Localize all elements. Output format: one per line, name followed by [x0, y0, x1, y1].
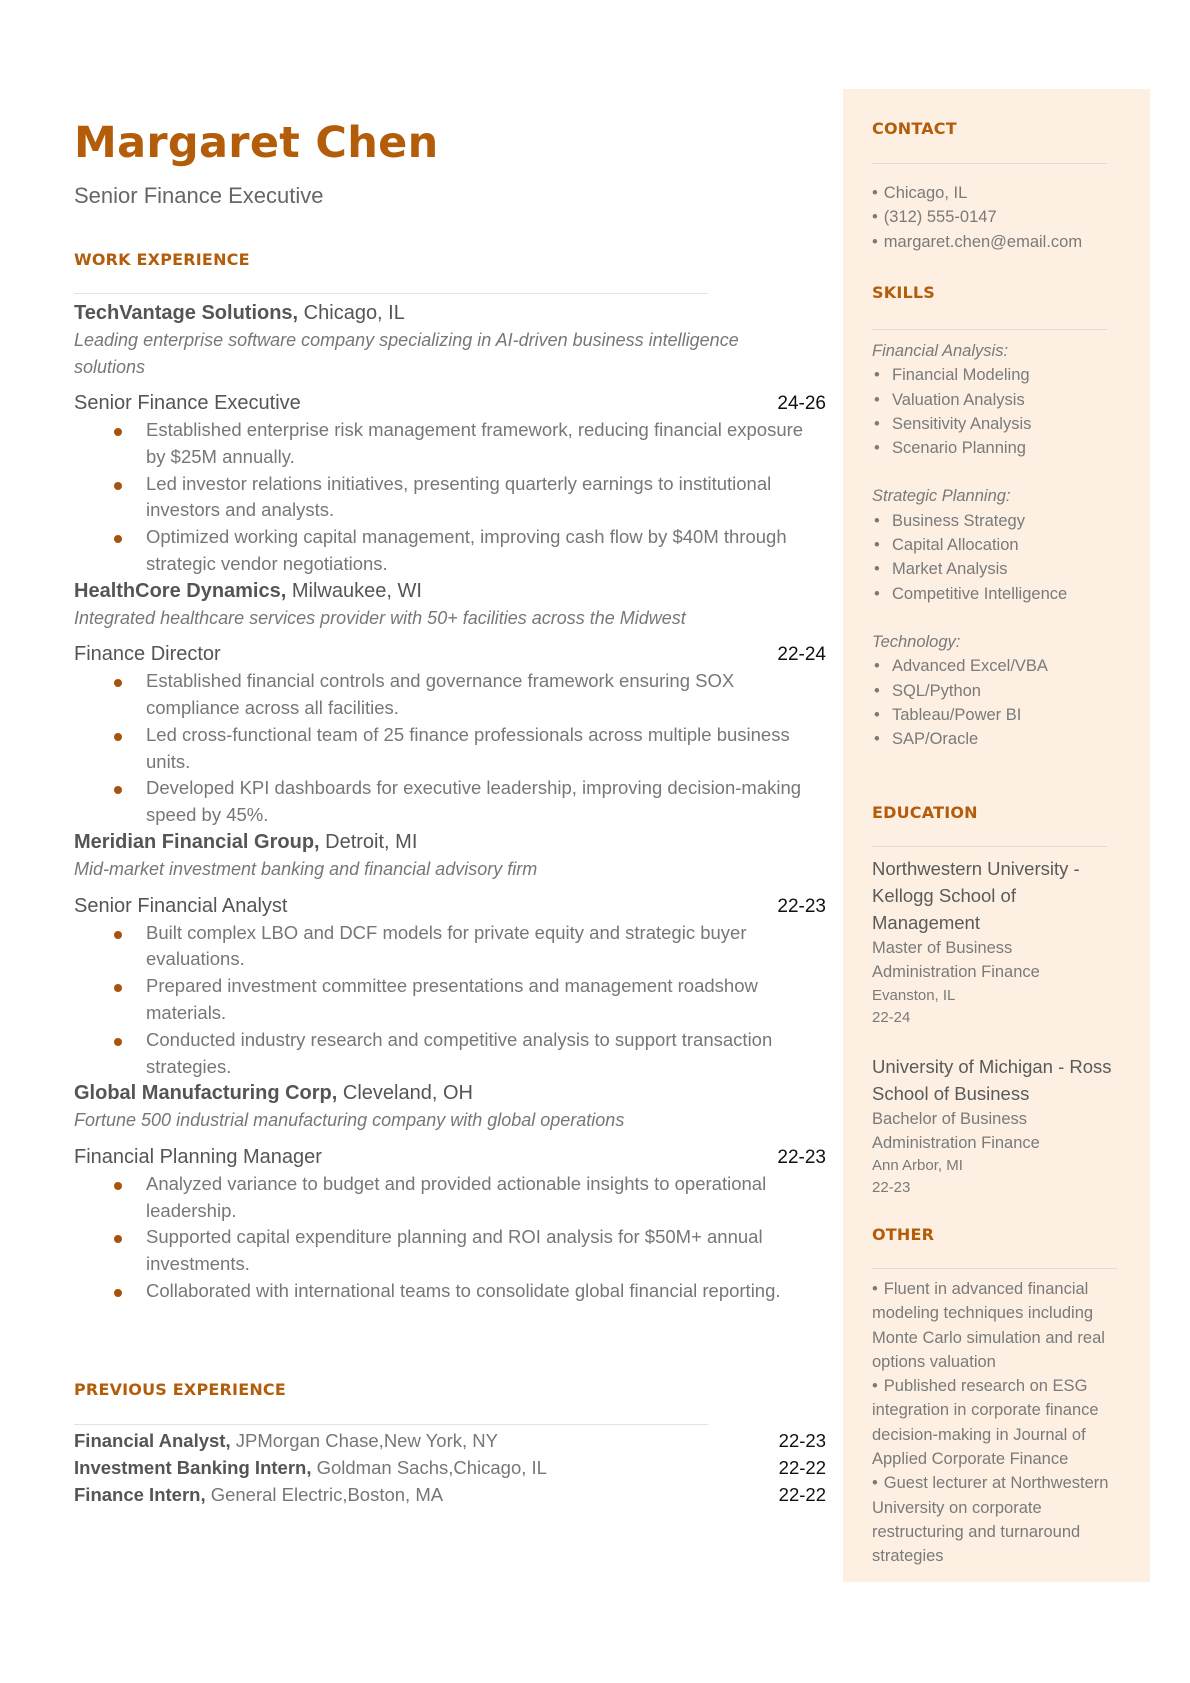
bullet-icon: •: [874, 511, 880, 530]
bullet-icon: •: [872, 1474, 878, 1493]
other-text: Guest lecturer at Northwestern University on corporate restructuring and turnaround strategies: [872, 1474, 1109, 1566]
skill-item: [872, 557, 1122, 581]
previous-experience-list: [74, 1427, 826, 1508]
education-list: [872, 855, 1112, 1199]
education-dates: 22-24: [872, 1008, 911, 1026]
skill-text: Sensitivity Analysis: [892, 414, 1032, 433]
skill-text: SQL/Python: [892, 681, 981, 700]
bullet-icon: •: [874, 705, 880, 724]
skill-group: [872, 484, 1122, 605]
candidate-title: Senior Finance Executive: [74, 183, 324, 208]
contact-text: Chicago, IL: [883, 184, 968, 202]
other-heading: OTHER: [872, 1225, 935, 1244]
bullet-icon: •: [872, 232, 878, 251]
sidebar: [843, 89, 1150, 1582]
skill-item: [872, 509, 1122, 533]
role-row: [74, 1144, 826, 1171]
education-location: Ann Arbor, MI: [872, 1157, 963, 1175]
bullet-text: Established financial controls and governance framework ensuring SOX compliance across all facilities.: [146, 670, 735, 719]
education-school: University of Michigan - Ross School of Business: [872, 1055, 1112, 1104]
contact-location: [872, 181, 1122, 205]
previous-experience-item: [74, 1454, 826, 1481]
previous-experience-item: [74, 1481, 826, 1508]
skill-text: Valuation Analysis: [892, 390, 1025, 409]
education-degree: Bachelor of Business Administration Finance: [872, 1109, 1040, 1152]
bullet-dot-icon: [114, 1182, 122, 1190]
skill-item: [872, 436, 1122, 460]
bullet-text: Analyzed variance to budget and provided actionable insights to operational leadership.: [146, 1172, 767, 1221]
bullet-icon: •: [872, 1377, 878, 1396]
contact-heading: CONTACT: [872, 119, 957, 138]
skill-text: Capital Allocation: [892, 536, 1019, 555]
job-bullet: [74, 471, 826, 525]
skill-text: Tableau/Power BI: [892, 705, 1022, 724]
other-item: [872, 1374, 1117, 1471]
bullet-dot-icon: [114, 1235, 122, 1243]
previous-employer: JPMorgan Chase,New York, NY: [230, 1430, 498, 1451]
company-line: [74, 578, 826, 605]
bullet-dot-icon: [114, 1038, 122, 1046]
bullet-icon: •: [874, 584, 880, 603]
company-description: Leading enterprise software company specializing in AI-driven business intelligence solutions: [74, 330, 739, 377]
skill-text: Advanced Excel/VBA: [892, 657, 1048, 676]
other-text: Fluent in advanced financial modeling techniques including Monte Carlo simulation and real options valuation: [872, 1280, 1105, 1371]
job-bullets: [74, 920, 826, 1081]
bullet-icon: •: [872, 208, 878, 227]
company-line: [74, 829, 826, 856]
previous-experience-divider: [74, 1424, 708, 1425]
job-dates: 22-24: [777, 644, 826, 666]
previous-role: Finance Intern,: [74, 1484, 206, 1505]
previous-dates: 22-23: [778, 1430, 826, 1451]
other-item: [872, 1471, 1117, 1568]
company-name: TechVantage Solutions,: [74, 302, 299, 324]
company-name: Meridian Financial Group,: [74, 831, 320, 854]
contact-email: [872, 230, 1122, 254]
education-location: Evanston, IL: [872, 986, 956, 1004]
contact-list: [872, 181, 1122, 254]
bullet-icon: •: [874, 536, 880, 555]
company-name: Global Manufacturing Corp,: [74, 1082, 338, 1105]
job-role: Senior Financial Analyst: [74, 894, 288, 917]
job-bullets: [74, 417, 826, 578]
contact-text: (312) 555-0147: [883, 208, 997, 227]
bullet-text: Conducted industry research and competitive analysis to support transaction strategies.: [146, 1028, 773, 1077]
job-entry: [74, 300, 826, 578]
skill-item: [872, 412, 1122, 436]
bullet-icon: •: [872, 184, 878, 202]
skill-text: Financial Modeling: [892, 366, 1030, 385]
company-location: Detroit, MI: [319, 831, 418, 854]
education-school: Northwestern University - Kellogg School of Management: [872, 858, 1080, 933]
skill-text: Scenario Planning: [892, 439, 1026, 458]
bullet-icon: •: [872, 1280, 878, 1298]
bullet-icon: •: [874, 730, 880, 749]
bullet-icon: •: [874, 366, 880, 385]
skill-text: Business Strategy: [892, 511, 1025, 530]
job-bullet: [74, 1278, 826, 1305]
education-dates: 22-23: [872, 1179, 911, 1197]
skill-text: Market Analysis: [892, 560, 1008, 579]
contact-phone: [872, 205, 1122, 229]
skills-divider: [872, 329, 1107, 330]
bullet-text: Developed KPI dashboards for executive leadership, improving decision-making speed by 45%.: [146, 777, 802, 826]
previous-dates: 22-22: [778, 1484, 826, 1505]
skills-heading: SKILLS: [872, 283, 935, 302]
work-experience-heading: WORK EXPERIENCE: [74, 250, 250, 269]
bullet-dot-icon: [114, 984, 122, 992]
education-item: [872, 855, 1112, 1029]
previous-experience-heading: PREVIOUS EXPERIENCE: [74, 1380, 286, 1399]
job-bullet: [74, 775, 826, 829]
bullet-text: Optimized working capital management, improving cash flow by $40M through strategic vendor negotiations.: [146, 526, 787, 574]
education-divider: [872, 846, 1107, 847]
bullet-dot-icon: [114, 428, 122, 436]
education-item: [872, 1053, 1112, 1200]
bullet-icon: •: [874, 657, 880, 676]
bullet-icon: •: [874, 560, 880, 579]
job-role: Senior Finance Executive: [74, 392, 301, 414]
job-dates: 22-23: [777, 1146, 826, 1168]
bullet-dot-icon: [114, 482, 122, 490]
skill-item: [872, 363, 1122, 387]
job-bullets: [74, 668, 826, 829]
work-experience-divider: [74, 293, 708, 294]
job-role: Finance Director: [74, 643, 221, 666]
company-line: [74, 300, 826, 327]
job-bullet: [74, 1171, 826, 1225]
bullet-text: Built complex LBO and DCF models for private equity and strategic buyer evaluations.: [146, 921, 747, 970]
company-name: HealthCore Dynamics,: [74, 579, 287, 602]
bullet-dot-icon: [114, 733, 122, 741]
skill-group-label: Financial Analysis:: [872, 342, 1009, 360]
education-degree: Master of Business Administration Finance: [872, 939, 1040, 982]
company-location: Chicago, IL: [298, 302, 405, 324]
company-location: Milwaukee, WI: [286, 579, 422, 602]
job-dates: 22-23: [777, 895, 826, 917]
role-row: [74, 641, 826, 668]
previous-experience-item: [74, 1427, 826, 1454]
job-bullet: [74, 417, 826, 471]
bullet-icon: •: [874, 439, 880, 458]
bullet-dot-icon: [114, 1289, 122, 1297]
bullet-dot-icon: [114, 931, 122, 939]
bullet-text: Collaborated with international teams to consolidate global financial reporting.: [146, 1280, 781, 1302]
bullet-text: Prepared investment committee presentations and management roadshow materials.: [146, 975, 758, 1023]
education-heading: EDUCATION: [872, 803, 978, 822]
skill-text: Competitive Intelligence: [892, 584, 1068, 603]
job-bullet: [74, 524, 826, 578]
job-bullet: [74, 1224, 826, 1278]
previous-role: Investment Banking Intern,: [74, 1457, 312, 1478]
skill-group-label: Strategic Planning:: [872, 487, 1011, 506]
previous-dates: 22-22: [778, 1457, 826, 1478]
job-entry: [74, 1080, 826, 1304]
skill-text: SAP/Oracle: [892, 730, 979, 749]
other-text: Published research on ESG integration in corporate finance decision-making in Journal of Applied Corporate Finance: [872, 1377, 1099, 1469]
bullet-icon: •: [874, 390, 880, 409]
company-description: Mid-market investment banking and financial advisory firm: [74, 859, 538, 880]
bullet-text: Led investor relations initiatives, presenting quarterly earnings to institutional investors and analysts.: [146, 472, 772, 521]
job-bullet: [74, 920, 826, 974]
skill-group: [872, 339, 1122, 460]
bullet-icon: •: [874, 414, 880, 433]
job-bullet: [74, 722, 826, 776]
job-bullet: [74, 668, 826, 722]
other-divider: [872, 1268, 1117, 1269]
skill-group: [872, 630, 1122, 751]
bullet-dot-icon: [114, 535, 122, 543]
job-bullet: [74, 1027, 826, 1081]
job-entry: [74, 578, 826, 829]
previous-employer: General Electric,Boston, MA: [205, 1484, 444, 1505]
skills-list: [872, 339, 1122, 751]
previous-role: Financial Analyst,: [74, 1430, 231, 1451]
company-description: Integrated healthcare services provider with 50+ facilities across the Midwest: [74, 607, 686, 628]
contact-text: margaret.chen@email.com: [883, 232, 1083, 251]
job-dates: 24-26: [777, 393, 826, 414]
bullet-text: Established enterprise risk management framework, reducing financial exposure by $25M annually.: [146, 419, 804, 467]
company-description: Fortune 500 industrial manufacturing company with global operations: [74, 1110, 625, 1131]
candidate-name: Margaret Chen: [74, 118, 439, 168]
skill-item: [872, 703, 1122, 727]
job-entry: [74, 829, 826, 1080]
skill-item: [872, 654, 1122, 678]
job-role: Financial Planning Manager: [74, 1145, 322, 1168]
work-experience-list: [74, 300, 826, 1305]
skill-item: [872, 533, 1122, 557]
other-list: [872, 1277, 1122, 1569]
bullet-dot-icon: [114, 679, 122, 687]
job-bullet: [74, 973, 826, 1027]
bullet-text: Supported capital expenditure planning and ROI analysis for $50M+ annual investments.: [146, 1226, 763, 1275]
contact-divider: [872, 163, 1107, 164]
previous-employer: Goldman Sachs,Chicago, IL: [311, 1457, 547, 1478]
other-item: [872, 1277, 1117, 1374]
role-row: [74, 390, 826, 417]
skill-item: [872, 679, 1122, 703]
role-row: [74, 893, 826, 920]
bullet-dot-icon: [114, 786, 122, 794]
skill-group-label: Technology:: [872, 632, 961, 651]
company-line: [74, 1080, 826, 1107]
bullet-icon: •: [874, 681, 880, 700]
skill-item: [872, 727, 1122, 751]
bullet-text: Led cross-functional team of 25 finance professionals across multiple business units.: [146, 723, 790, 772]
skill-item: [872, 388, 1122, 412]
skill-item: [872, 582, 1122, 606]
job-bullets: [74, 1171, 826, 1305]
company-location: Cleveland, OH: [337, 1082, 473, 1105]
